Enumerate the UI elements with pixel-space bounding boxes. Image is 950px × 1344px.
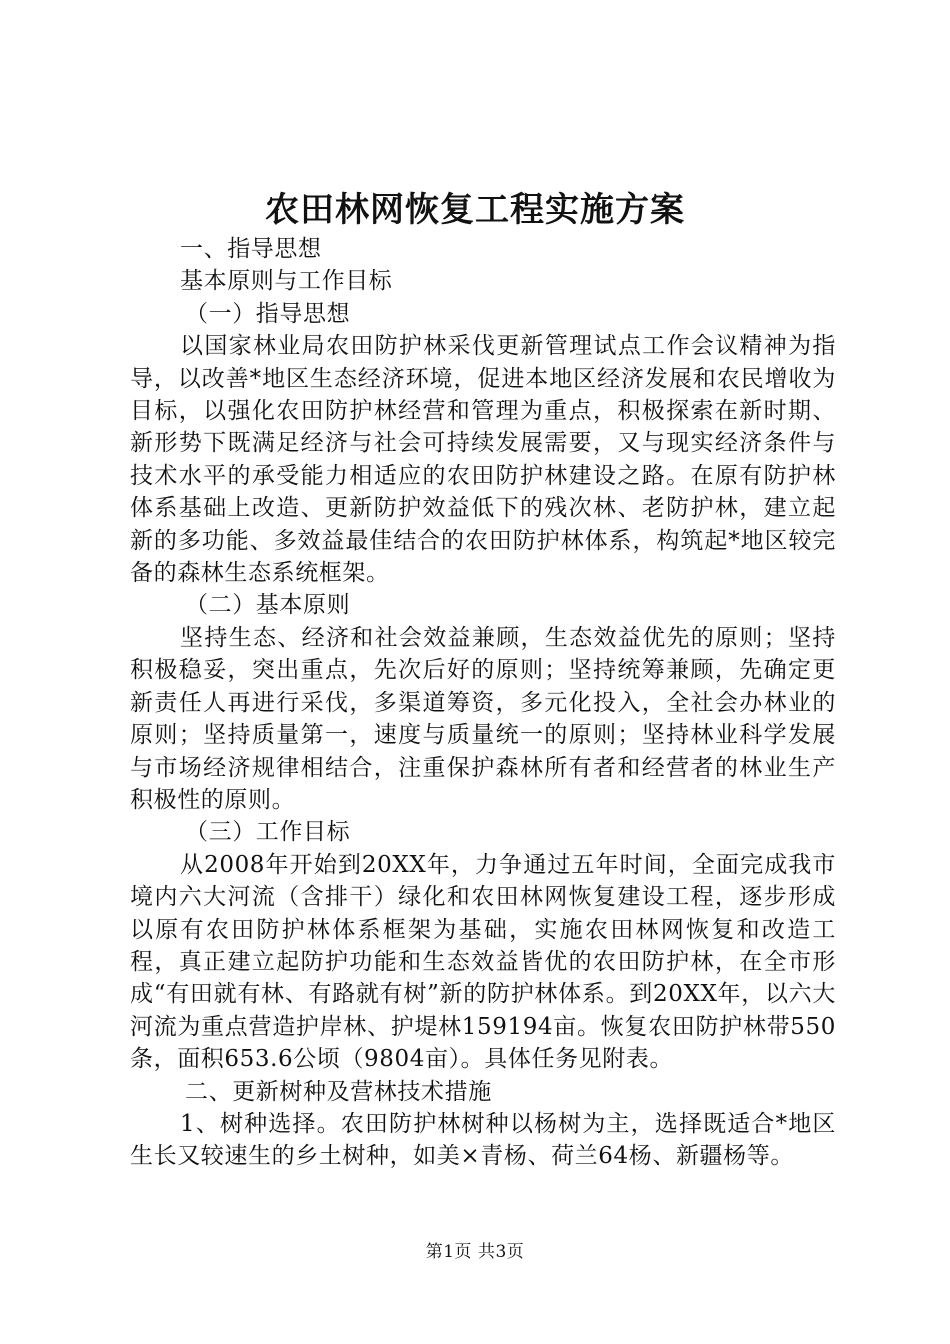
subsection-heading-work-goals: （三）工作目标 xyxy=(185,819,351,846)
paragraph-tree-species: 1、树种选择。农田防护林树种以杨树为主，选择既适合*地区生长又较速生的乡土树种，如美×青杨、荷兰64杨、新疆杨等。 xyxy=(130,1110,836,1170)
document-body xyxy=(130,233,836,1173)
paragraph-work-goals: 从2008年开始到20XX年，力争通过五年时间，全面完成我市境内六大河流（含排干）绿化和农田林网恢复建设工程，逐步形成以原有农田防护林体系框架为基础，实施农田林网恢复和改造工程，真正建立起防护功能和生态效益皆优的农田防护林，在全市形成“有田就有林、有路就有树”新的防护林体系。到20XX年，以六大河流为重点营造护岸林、护堤林159194亩。恢复农田防护林带550条，面积653.6公顷（9804亩）。具体任务见附表。 xyxy=(130,851,836,1073)
page-footer: 第1页 共3页 xyxy=(425,1242,525,1262)
document-title: 农田林网恢复工程实施方案 xyxy=(265,190,685,230)
section-subheading-principles-goals: 基本原则与工作目标 xyxy=(180,268,393,295)
section-heading-guiding-ideology: 一、指导思想 xyxy=(180,236,322,262)
subsection-heading-guiding-ideology: （一）指导思想 xyxy=(185,300,351,327)
subsection-heading-basic-principles: （二）基本原则 xyxy=(185,592,351,619)
paragraph-basic-principles: 坚持生态、经济和社会效益兼顾，生态效益优先的原则；坚持积极稳妥，突出重点，先次后好的原则；坚持统筹兼顾，先确定更新责任人再进行采伐，多渠道筹资，多元化投入，全社会办林业的原则；坚持质量第一，速度与质量统一的原则；坚持林业科学发展与市场经济规律相结合，注重保护森林所有者和经营者的林业生产积极性的原则。 xyxy=(130,624,836,813)
paragraph-guiding-ideology: 以国家林业局农田防护林采伐更新管理试点工作会议精神为指导，以改善*地区生态经济环境，促进本地区经济发展和农民增收为目标，以强化农田防护林经营和管理为重点，积极探索在新时期、新形势下既满足经济与社会可持续发展需要，又与现实经济条件与技术水平的承受能力相适应的农田防护林建设之路。在原有防护林体系基础上改造、更新防护效益低下的残次林、老防护林，建立起新的多功能、多效益最佳结合的农田防护林体系，构筑起*地区较完备的森林生态系统框架。 xyxy=(130,333,836,587)
section-heading-tree-species: 二、更新树种及营林技术措施 xyxy=(185,1078,492,1105)
